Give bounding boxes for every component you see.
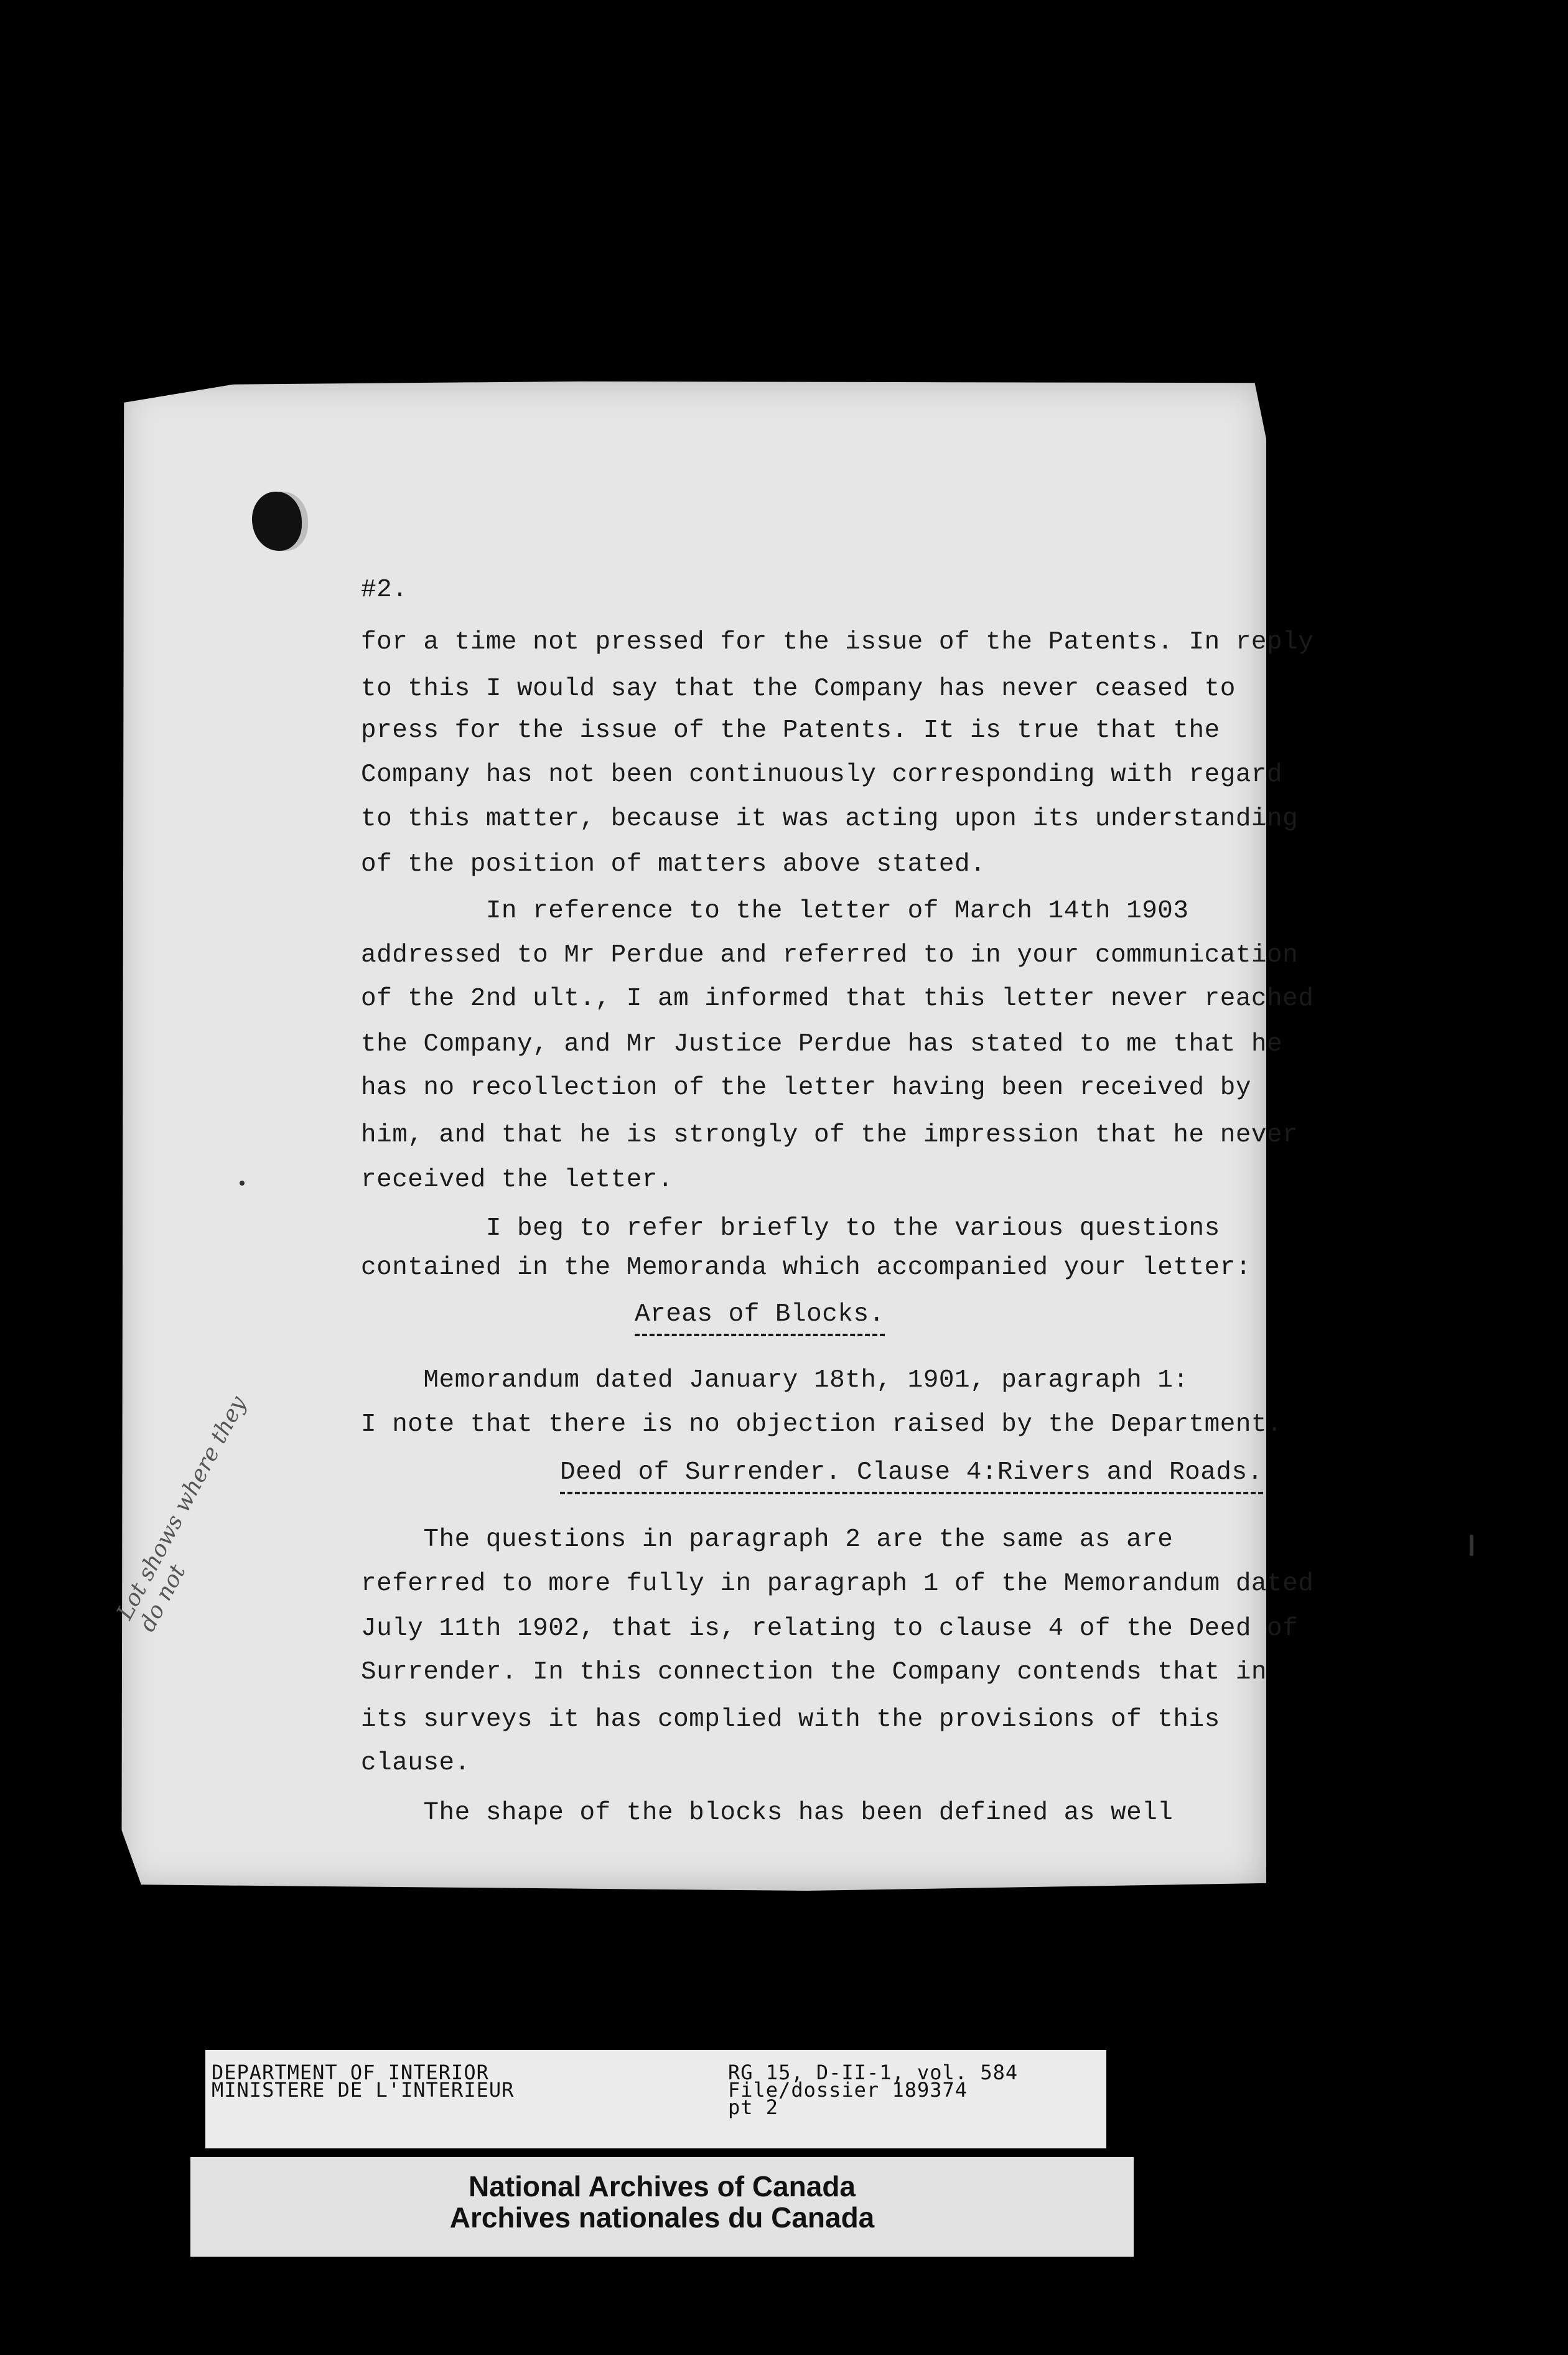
text-line: its surveys it has complied with the provisions of this <box>361 1705 1220 1734</box>
reference-label <box>205 2050 1106 2148</box>
text-line: the Company, and Mr Justice Perdue has stated to me that he <box>361 1030 1283 1059</box>
text-line: The shape of the blocks has been defined as well <box>361 1799 1174 1827</box>
text-line: The questions in paragraph 2 are the same as are <box>361 1525 1174 1554</box>
text-line: I beg to refer briefly to the various questions <box>361 1214 1220 1243</box>
file-number: File/dossier 189374 <box>728 2078 968 2102</box>
archive-name-en: National Archives of Canada <box>468 2170 856 2203</box>
part-number: pt 2 <box>728 2095 779 2119</box>
page-number: #2. <box>361 576 408 604</box>
stray-mark <box>1470 1535 1473 1556</box>
section-heading-text: Deed of Surrender. Clause 4:Rivers and Roads. <box>560 1458 1263 1494</box>
reference-block <box>728 2061 1019 2119</box>
text-line: to this matter, because it was acting upon its understanding <box>361 805 1299 833</box>
text-line: clause. <box>361 1749 470 1777</box>
stray-mark <box>240 1181 245 1186</box>
text-line: to this I would say that the Company has never ceased to <box>361 675 1236 703</box>
section-heading-areas <box>635 1302 885 1327</box>
archive-name-fr: Archives nationales du Canada <box>449 2201 875 2234</box>
text-line: Company has not been continuously corresponding with regard <box>361 761 1283 789</box>
text-line: press for the issue of the Patents. It is true that the <box>361 716 1220 745</box>
text-line: Surrender. In this connection the Company contends that in <box>361 1658 1267 1687</box>
text-line: In reference to the letter of March 14th 1903 <box>361 897 1189 925</box>
text-line: July 11th 1902, that is, relating to clause 4 of the Deed of <box>361 1614 1299 1643</box>
text-line: for a time not pressed for the issue of the Patents. In reply <box>361 628 1314 657</box>
section-heading-text: Areas of Blocks. <box>635 1300 885 1336</box>
record-group: RG 15, D-II-1, vol. 584 <box>728 2061 1019 2084</box>
text-line: of the position of matters above stated. <box>361 850 986 879</box>
section-heading-deed <box>560 1460 1263 1486</box>
department-en: DEPARTMENT OF INTERIOR <box>212 2061 489 2084</box>
archive-label <box>190 2157 1134 2257</box>
department-fr: MINISTERE DE L'INTERIEUR <box>212 2078 515 2102</box>
text-line: has no recollection of the letter having been received by <box>361 1074 1251 1102</box>
text-line: referred to more fully in paragraph 1 of the Memorandum dated <box>361 1570 1314 1598</box>
text-line: received the letter. <box>361 1166 674 1194</box>
department-block <box>212 2061 515 2102</box>
text-line: of the 2nd ult., I am informed that this letter never reached <box>361 985 1314 1013</box>
text-line: addressed to Mr Perdue and referred to in your communication <box>361 941 1299 970</box>
handwritten-margin-note: Lot shows where they do not <box>112 1392 252 1636</box>
text-line: I note that there is no objection raised by the Department. <box>361 1410 1283 1439</box>
text-line: Memorandum dated January 18th, 1901, paragraph 1: <box>361 1366 1189 1395</box>
text-line: contained in the Memoranda which accompanied your letter: <box>361 1253 1251 1282</box>
text-line: him, and that he is strongly of the impression that he never <box>361 1121 1299 1149</box>
